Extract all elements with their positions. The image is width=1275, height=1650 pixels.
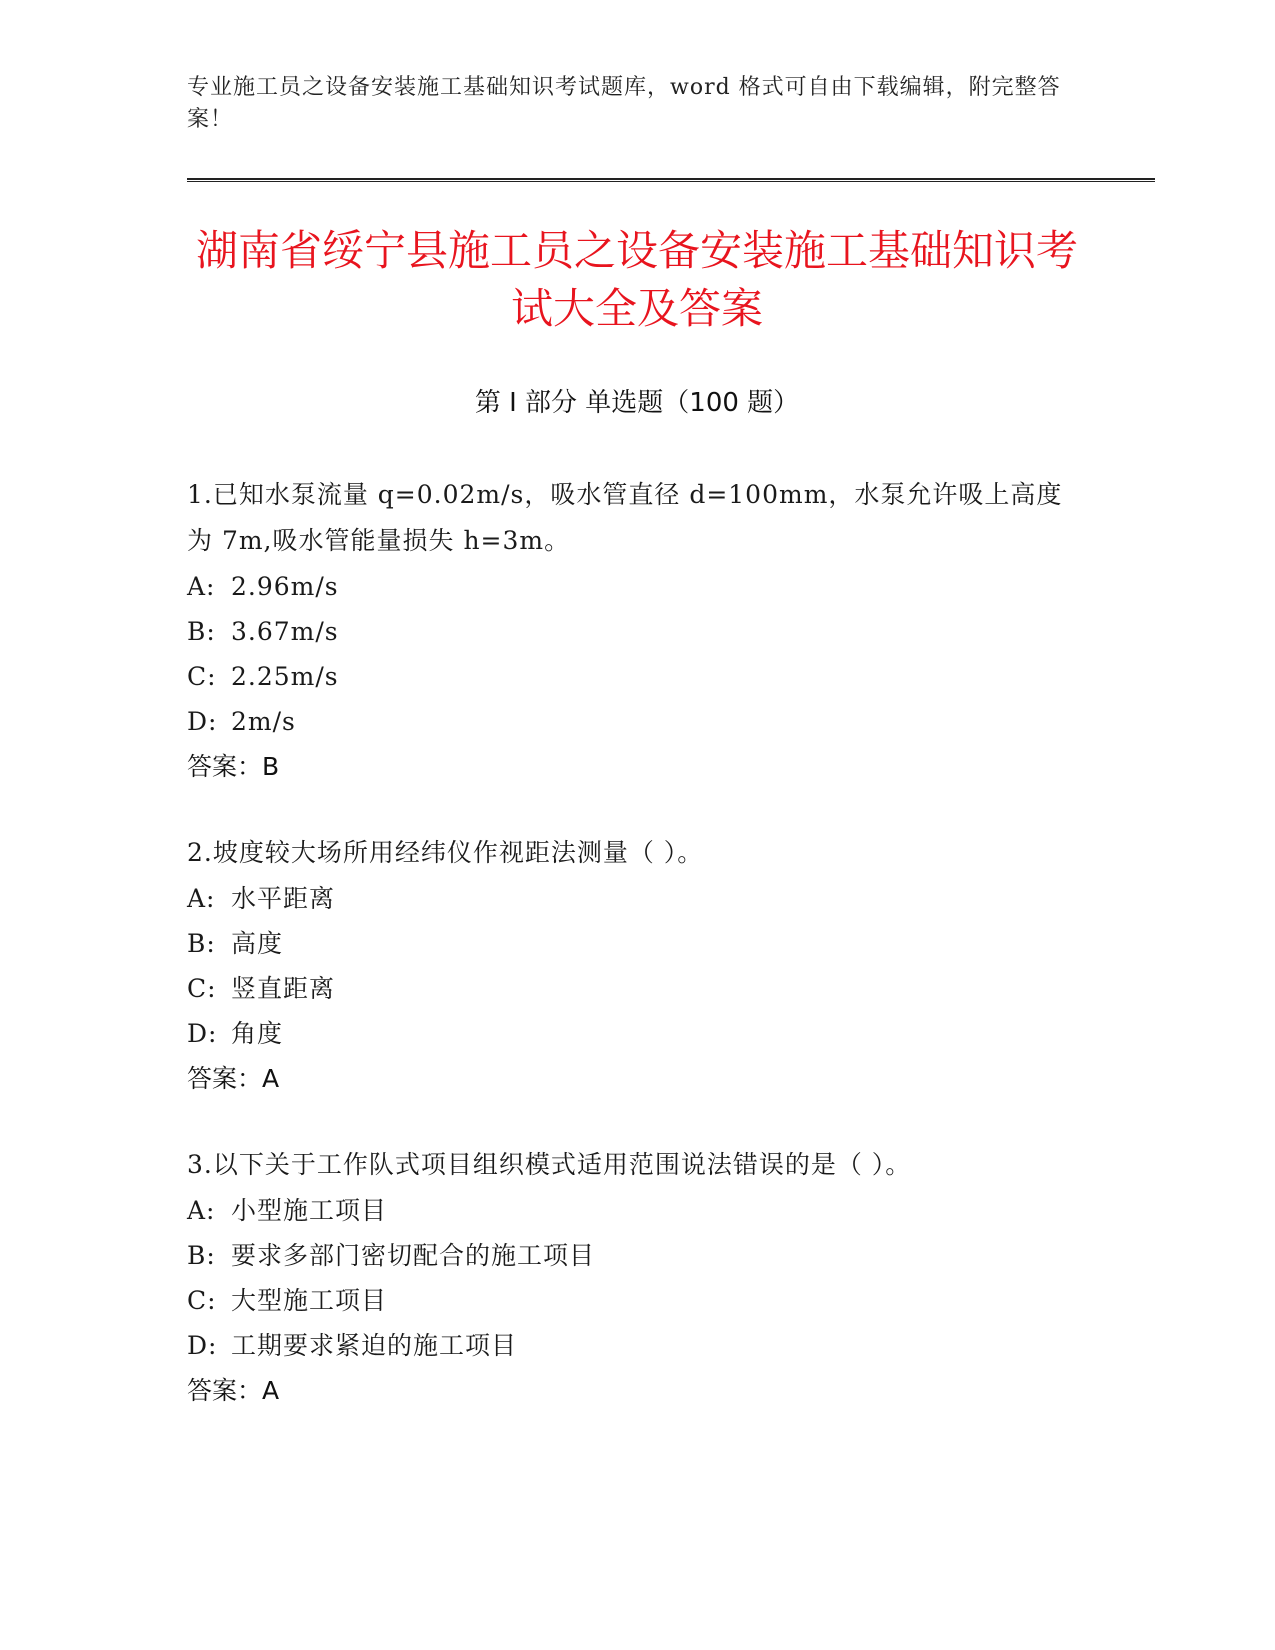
- option-text: 2.25m/s: [231, 662, 339, 691]
- option-key: B:: [187, 617, 216, 646]
- question-1: [187, 472, 1087, 790]
- option-b: [187, 921, 1087, 966]
- header-divider: [187, 178, 1155, 182]
- option-text: 竖直距离: [231, 974, 336, 1003]
- option-text: 大型施工项目: [231, 1286, 388, 1315]
- option-key: C:: [187, 662, 217, 691]
- option-text: 2.96m/s: [231, 572, 339, 601]
- option-text: 小型施工项目: [231, 1196, 388, 1225]
- option-key: B:: [187, 929, 216, 958]
- answer-line: 答案：A: [187, 1064, 280, 1093]
- option-text: 2m/s: [231, 707, 296, 736]
- question-list: [187, 472, 1087, 1454]
- option-text: 要求多部门密切配合的施工项目: [231, 1241, 596, 1270]
- option-text: 3.67m/s: [231, 617, 339, 646]
- header-note: 专业施工员之设备安装施工基础知识考试题库，word 格式可自由下载编辑，附完整答案！: [187, 75, 1061, 132]
- answer-line: 答案：B: [187, 752, 280, 781]
- option-d: [187, 699, 1087, 744]
- option-text: 角度: [231, 1019, 284, 1048]
- option-key: A:: [187, 884, 216, 913]
- option-key: D:: [187, 707, 218, 736]
- option-text: 高度: [231, 929, 284, 958]
- option-text: 工期要求紧迫的施工项目: [231, 1331, 518, 1360]
- option-c: [187, 654, 1087, 699]
- section-heading: 第 I 部分 单选题（100 题）: [474, 388, 800, 418]
- option-key: C:: [187, 974, 217, 1003]
- document-title: 湖南省绥宁县施工员之设备安装施工基础知识考试大全及答案: [195, 226, 1078, 333]
- option-a: [187, 564, 1087, 609]
- option-key: A:: [187, 1196, 216, 1225]
- question-3: [187, 1142, 1087, 1414]
- question-stem: 2.坡度较大场所用经纬仪作视距法测量（ ）。: [187, 838, 704, 867]
- question-2: [187, 830, 1087, 1102]
- option-c: [187, 1278, 1087, 1323]
- option-d: [187, 1011, 1087, 1056]
- option-d: [187, 1323, 1087, 1368]
- option-a: [187, 1188, 1087, 1233]
- option-a: [187, 876, 1087, 921]
- option-c: [187, 966, 1087, 1011]
- option-key: C:: [187, 1286, 217, 1315]
- answer-line: 答案：A: [187, 1376, 280, 1405]
- option-key: D:: [187, 1331, 218, 1360]
- option-key: D:: [187, 1019, 218, 1048]
- option-text: 水平距离: [231, 884, 336, 913]
- option-key: A:: [187, 572, 216, 601]
- option-key: B:: [187, 1241, 216, 1270]
- option-b: [187, 1233, 1087, 1278]
- question-stem: 1.已知水泵流量 q=0.02m/s，吸水管直径 d=100mm，水泵允许吸上高度为 7m,吸水管能量损失 h=3m。: [187, 480, 1063, 555]
- option-b: [187, 609, 1087, 654]
- question-stem: 3.以下关于工作队式项目组织模式适用范围说法错误的是（ ）。: [187, 1150, 912, 1179]
